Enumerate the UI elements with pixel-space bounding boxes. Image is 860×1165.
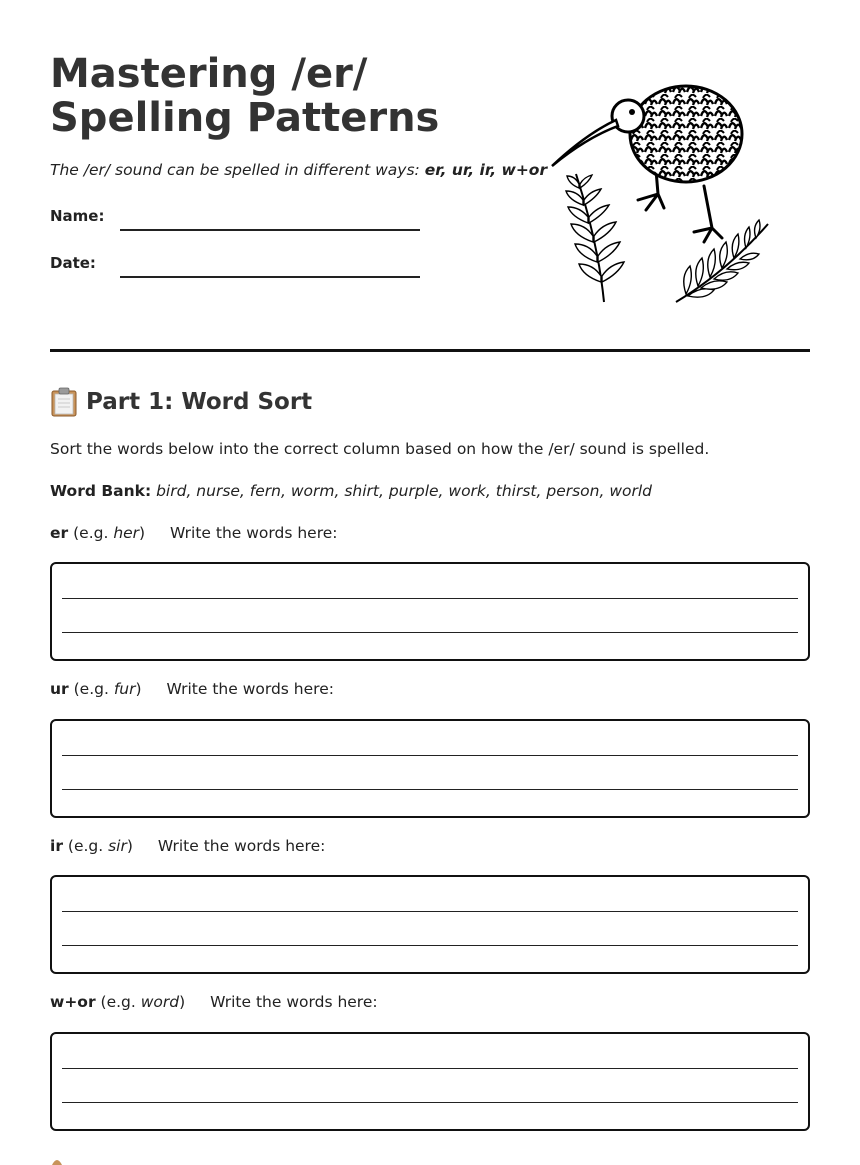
answer-line (62, 632, 798, 633)
answer-box-wor[interactable] (50, 1032, 810, 1131)
part1-heading (50, 387, 312, 417)
sort-example-prefix: (e.g. (100, 993, 141, 1011)
name-field[interactable] (120, 229, 420, 231)
answer-line (62, 945, 798, 946)
fern-right (676, 220, 768, 302)
word-bank-label: Word Bank: (50, 482, 152, 500)
clipboard-icon (50, 387, 78, 417)
sort-example-word: word (140, 993, 180, 1011)
sort-example-word: sir (108, 837, 127, 855)
answer-box-er[interactable] (50, 562, 810, 661)
sort-example-word: her (113, 524, 140, 542)
sort-example-prefix: (e.g. (73, 524, 114, 542)
kiwi-beak (552, 120, 618, 166)
sort-example-suffix: ) (135, 680, 142, 698)
instructions: Sort the words below into the correct column based on how the /er/ sound is spelled. (50, 440, 710, 458)
fern-left (566, 174, 624, 302)
sort-example-suffix: ) (139, 524, 146, 542)
sort-label-ur (50, 680, 334, 698)
answer-line (62, 755, 798, 756)
sort-pattern: w+or (50, 993, 96, 1011)
kiwi-bird-with-ferns-illustration (546, 82, 776, 308)
sort-label-wor (50, 993, 378, 1011)
page-title: Mastering /er/ Spelling Patterns (50, 51, 440, 141)
sort-label-er (50, 524, 338, 542)
answer-box-ur[interactable] (50, 719, 810, 818)
next-section-icon (50, 1155, 64, 1165)
section-divider (50, 349, 810, 352)
sort-example-suffix: ) (126, 837, 133, 855)
subtitle (50, 161, 547, 179)
sort-label-ir (50, 837, 325, 855)
subtitle-text: The /er/ sound can be spelled in different ways: (50, 161, 425, 179)
date-label: Date: (50, 254, 96, 272)
subtitle-patterns: er, ur, ir, w+or (424, 161, 548, 179)
answer-line (62, 1102, 798, 1103)
sort-example-suffix: ) (179, 993, 186, 1011)
sort-pattern: er (50, 524, 69, 542)
sort-prompt: Write the words here: (210, 993, 378, 1011)
answer-line (62, 598, 798, 599)
sort-prompt: Write the words here: (157, 837, 326, 855)
sort-example-prefix: (e.g. (73, 680, 114, 698)
answer-line (62, 789, 798, 790)
date-field[interactable] (120, 276, 420, 278)
answer-box-ir[interactable] (50, 875, 810, 974)
name-label: Name: (50, 207, 105, 225)
answer-line (62, 911, 798, 912)
kiwi-body (630, 86, 742, 182)
sort-prompt: Write the words here: (166, 680, 334, 698)
part1-title: Part 1: Word Sort (86, 389, 313, 415)
sort-pattern: ir (50, 837, 63, 855)
answer-line (62, 1068, 798, 1069)
sort-prompt: Write the words here: (170, 524, 338, 542)
sort-example-prefix: (e.g. (67, 837, 109, 855)
word-bank-words: bird, nurse, fern, worm, shirt, purple, work, thirst, person, world (156, 482, 653, 500)
sort-example-word: fur (113, 680, 136, 698)
worksheet-page (50, 0, 810, 1161)
sort-pattern: ur (50, 680, 69, 698)
word-bank (50, 482, 652, 500)
